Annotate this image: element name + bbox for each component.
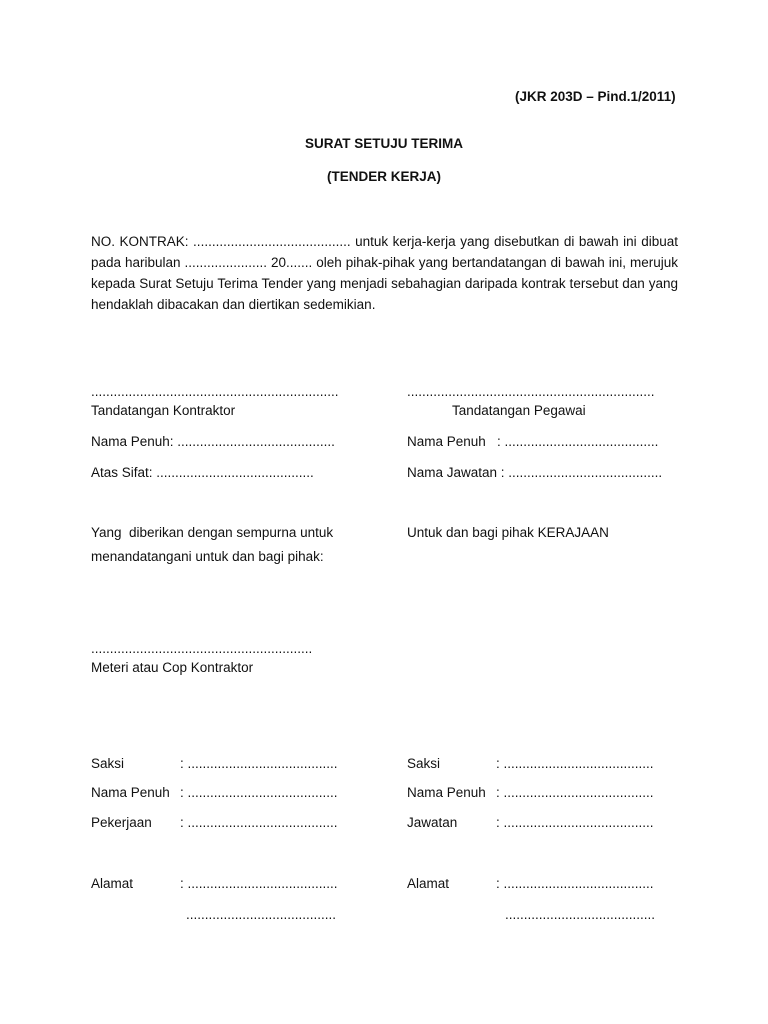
contractor-signature-line: .................................................................. — [91, 384, 339, 399]
left-witness-name-label: Nama Penuh — [91, 785, 170, 800]
officer-signature-line: .................................................................. — [407, 384, 655, 399]
contractor-signature-label: Tandatangan Kontraktor — [91, 403, 236, 418]
right-witness-value: : ........................................ — [496, 756, 654, 771]
left-witness-address-extra: ........................................ — [186, 907, 337, 922]
right-witness-position-label: Jawatan — [407, 815, 458, 830]
right-witness-name-value: : ........................................ — [496, 785, 654, 800]
right-witness-address-extra: ........................................ — [505, 907, 656, 922]
document-subtitle: (TENDER KERJA) — [326, 169, 441, 184]
authority-line-1: Yang diberikan dengan sempurna untuk — [91, 525, 334, 540]
left-witness-occupation-label: Pekerjaan — [91, 815, 152, 830]
document-title: SURAT SETUJU TERIMA — [304, 136, 463, 151]
form-reference: (JKR 203D – Pind.1/2011) — [515, 89, 676, 104]
seal-line: ........................................................... — [91, 641, 313, 656]
left-witness-label: Saksi — [91, 756, 125, 771]
contract-paragraph: NO. KONTRAK: .......................................... untuk kerja-kerja yang disebutkan di bawah ini dibuat pada haribulan ...................... 20....... oleh pihak-pihak yang bertandatangan di bawah ini, merujuk kepada Surat Setuju Terima Tender yang menjadi sebahagian daripada kontrak tersebut dan yang hendaklah dibacakan dan diertikan sedemikian. — [91, 234, 678, 312]
right-witness-position-value: : ........................................ — [496, 815, 654, 830]
right-witness-label: Saksi — [407, 756, 441, 771]
government-authority: Untuk dan bagi pihak KERAJAAN — [407, 525, 609, 540]
right-witness-address-label: Alamat — [407, 876, 450, 891]
left-witness-address-value: : ........................................ — [180, 876, 338, 891]
officer-full-name: Nama Penuh : ......................................... — [407, 434, 659, 449]
right-witness-address-value: : ........................................ — [496, 876, 654, 891]
left-witness-address-label: Alamat — [91, 876, 134, 891]
left-witness-value: : ........................................ — [180, 756, 338, 771]
officer-position: Nama Jawatan : ......................................... — [407, 465, 663, 480]
left-witness-occupation-value: : ........................................ — [180, 815, 338, 830]
seal-label: Meteri atau Cop Kontraktor — [91, 660, 254, 675]
contractor-full-name: Nama Penuh: .......................................... — [91, 434, 335, 449]
right-witness-name-label: Nama Penuh — [407, 785, 486, 800]
authority-line-2: menandatangani untuk dan bagi pihak: — [91, 549, 324, 564]
left-witness-name-value: : ........................................ — [180, 785, 338, 800]
officer-signature-label: Tandatangan Pegawai — [452, 403, 586, 418]
contractor-capacity: Atas Sifat: .......................................... — [91, 465, 314, 480]
